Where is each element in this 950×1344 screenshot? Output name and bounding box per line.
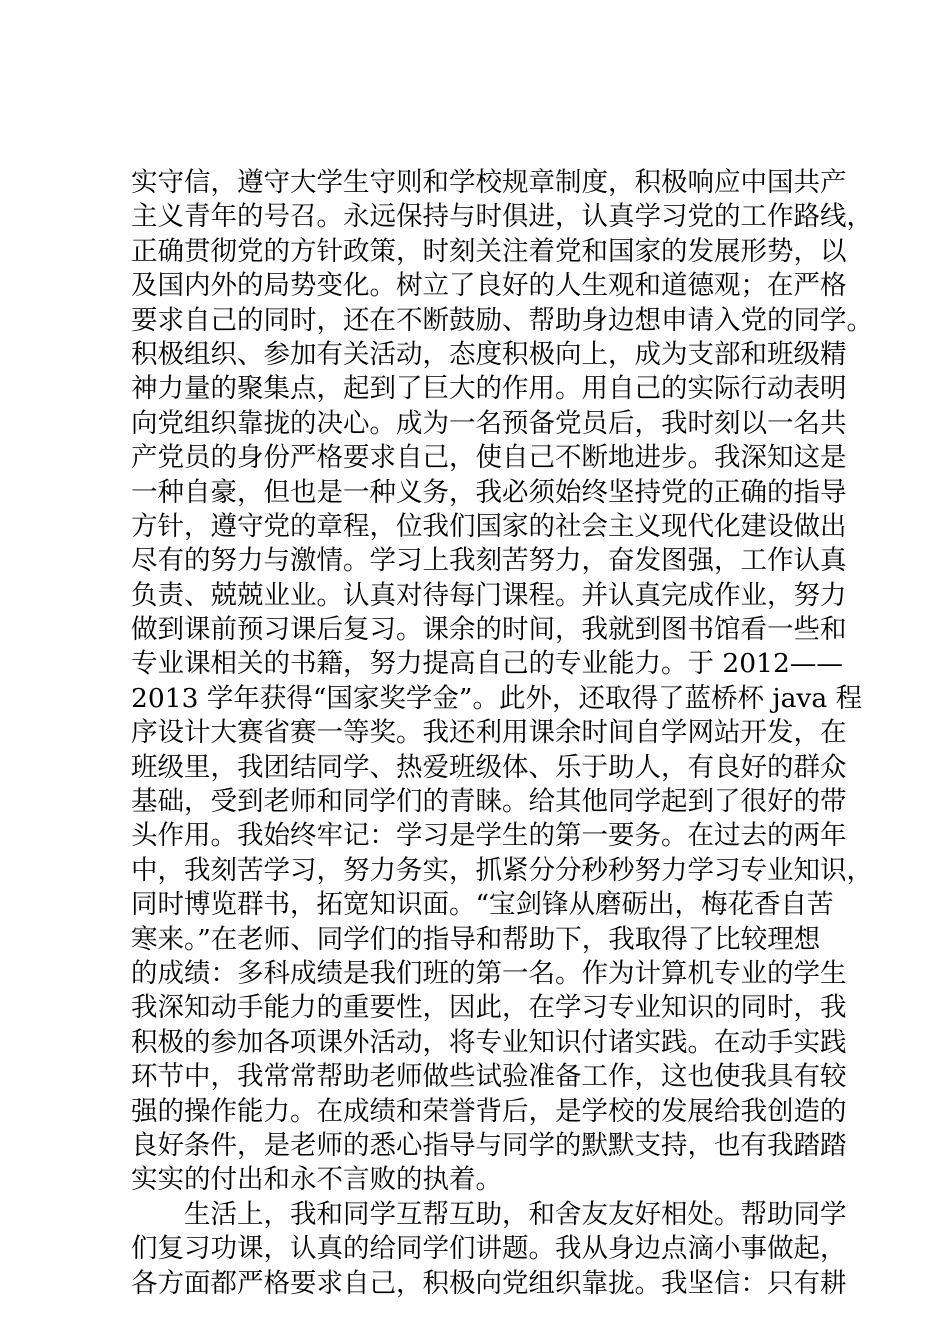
text-line: 班级里，我团结同学、热爱班级体、乐于助人，有良好的群众 [131, 751, 847, 783]
text-line: 头作用。我始终牢记：学习是学生的第一要务。在过去的两年 [131, 820, 847, 852]
text-line: 一种自豪，但也是一种义务，我必须始终坚持党的正确的指导 [131, 476, 847, 508]
text-line: 生活上，我和同学互帮互助，和舍友友好相处。帮助同学 [184, 1198, 847, 1230]
text-line: 实实的付出和永不言败的执着。 [131, 1164, 502, 1196]
text-line: 的成绩：多科成绩是我们班的第一名。作为计算机专业的学生 [131, 957, 847, 989]
text-line: 实守信，遵守大学生守则和学校规章制度，积极响应中国共产 [131, 167, 847, 198]
paragraph-2 [131, 1198, 847, 1301]
text-line: 专业课相关的书籍，努力提高自己的专业能力。于 2012—— [131, 648, 843, 680]
text-line: 良好条件，是老师的悉心指导与同学的默默支持，也有我踏踏 [131, 1129, 847, 1161]
text-line: 向党组织靠拢的决心。成为一名预备党员后，我时刻以一名共 [131, 407, 847, 439]
text-line: 及国内外的局势变化。树立了良好的人生观和道德观；在严格 [131, 270, 847, 302]
text-line: 中，我刻苦学习，努力务实，抓紧分分秒秒努力学习专业知识， [131, 854, 873, 886]
document-body [131, 166, 873, 1301]
text-line: 我深知动手能力的重要性，因此，在学习专业知识的同时，我 [131, 992, 847, 1024]
text-line: 尽有的努力与激情。学习上我刻苦努力，奋发图强，工作认真 [131, 545, 847, 577]
text-line: 积极的参加各项课外活动，将专业知识付诸实践。在动手实践 [131, 1026, 847, 1058]
text-line: 序设计大赛省赛一等奖。我还利用课余时间自学网站开发，在 [131, 717, 847, 749]
text-line: 主义青年的号召。永远保持与时俱进，认真学习党的工作路线， [131, 201, 873, 233]
text-line: 各方面都严格要求自己，积极向党组织靠拢。我坚信：只有耕 [131, 1267, 847, 1299]
text-line: 寒来。”在老师、同学们的指导和帮助下，我取得了比较理想 [131, 923, 821, 955]
paragraph-1 [131, 166, 873, 1198]
text-line: 正确贯彻党的方针政策，时刻关注着党和国家的发展形势，以 [131, 235, 847, 267]
text-line: 基础，受到老师和同学们的青睐。给其他同学起到了很好的带 [131, 786, 847, 818]
text-line: 2013 学年获得“国家奖学金”。此外，还取得了蓝桥杯 java 程 [131, 682, 863, 714]
text-line: 积极组织、参加有关活动，态度积极向上，成为支部和班级精 [131, 338, 847, 370]
text-line: 方针，遵守党的章程，位我们国家的社会主义现代化建设做出 [131, 510, 847, 542]
text-line: 们复习功课，认真的给同学们讲题。我从身边点滴小事做起， [131, 1233, 847, 1265]
text-line: 产党员的身份严格要求自己，使自己不断地进步。我深知这是 [131, 442, 847, 474]
text-line: 强的操作能力。在成绩和荣誉背后，是学校的发展给我创造的 [131, 1095, 847, 1127]
text-line: 环节中，我常常帮助老师做些试验准备工作，这也使我具有较 [131, 1061, 847, 1093]
text-line: 负责、兢兢业业。认真对待每门课程。并认真完成作业，努力 [131, 579, 847, 611]
text-line: 神力量的聚集点，起到了巨大的作用。用自己的实际行动表明 [131, 373, 847, 405]
text-line: 做到课前预习课后复习。课余的时间，我就到图书馆看一些和 [131, 614, 847, 646]
text-line: 要求自己的同时，还在不断鼓励、帮助身边想申请入党的同学。 [131, 304, 873, 336]
text-line: 同时博览群书，拓宽知识面。“宝剑锋从磨砺出，梅花香自苦 [131, 889, 834, 921]
